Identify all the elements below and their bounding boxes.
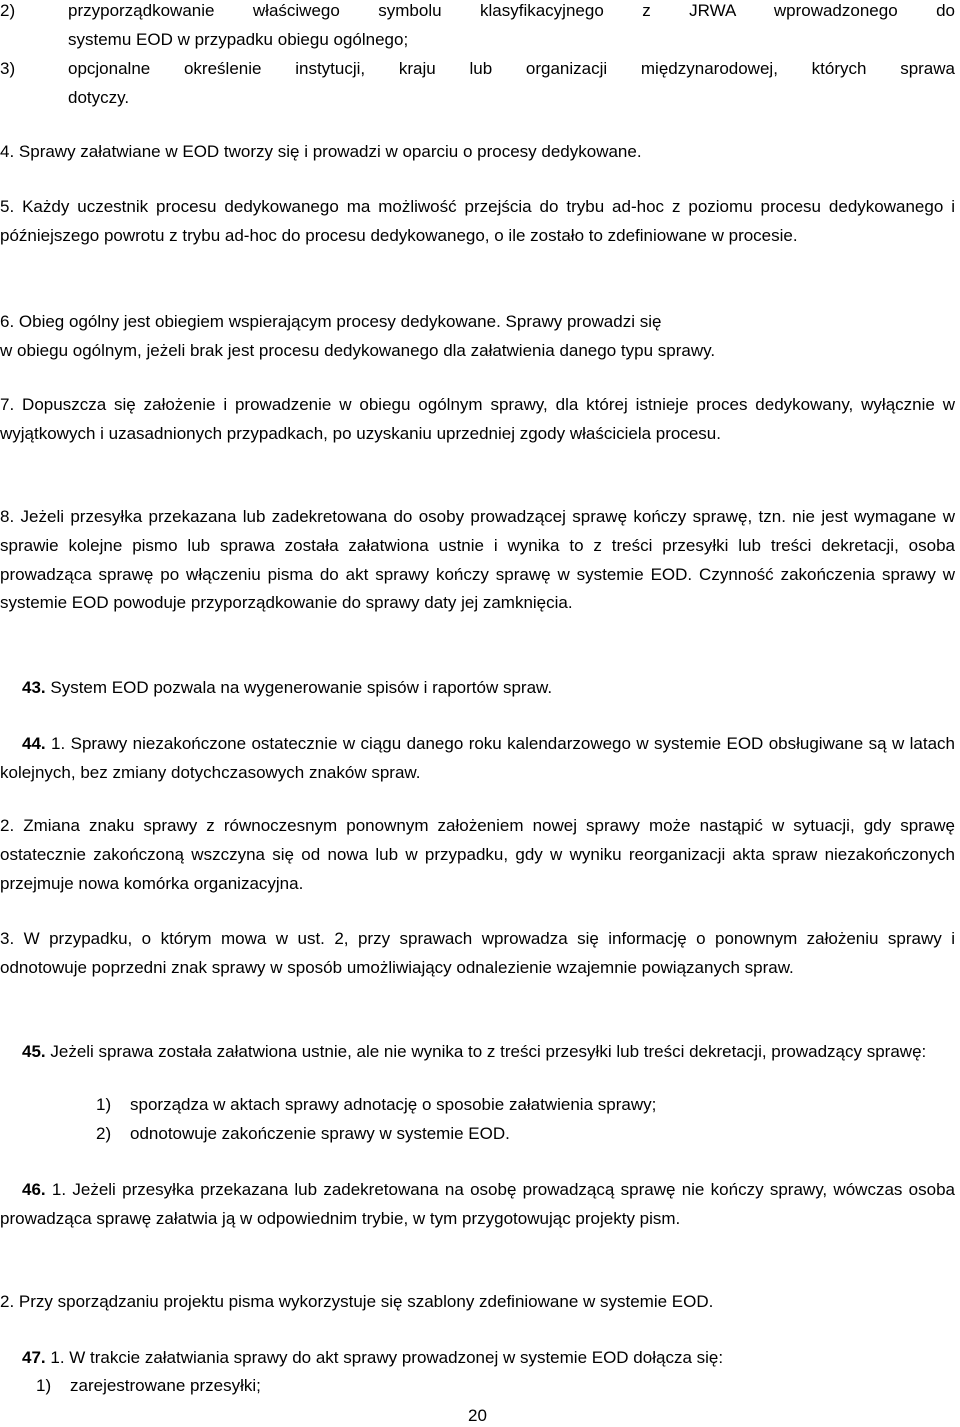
section-47 [22, 1344, 723, 1373]
list-item [96, 1091, 656, 1120]
list-item-text: dotyczy. [68, 88, 130, 107]
paragraph-8: 8. Jeżeli przesyłka przekazana lub zadekretowana do osoby prowadzącej sprawę kończy sprawę, tzn. nie jest wymagane w sprawie kolejne pismo lub sprawa została załatwiona ustnie i wynika to z treści przesyłki lub treści dekretacji, osoba prowadząca sprawę po włączeniu pisma do akt sprawy kończy sprawę w systemie EOD. Czynność zakończenia sprawy w systemie EOD powoduje przyporządkowanie do sprawy daty jej zamknięcia. [0, 507, 955, 613]
list-item [36, 1372, 261, 1401]
paragraph-6-line-2 [0, 337, 715, 366]
section-text: 1. Sprawy niezakończone ostatecznie w ciągu danego roku kalendarzowego w systemie EOD obsługiwane są w latach kolejnych, bez zmiany dotychczasowych znaków spraw. [0, 734, 955, 782]
list-item-text: sporządza w aktach sprawy adnotację o sposobie załatwienia sprawy; [130, 1095, 657, 1114]
list-item-text: odnotowuje zakończenie sprawy w systemie EOD. [130, 1124, 510, 1143]
paragraph-6-line-1 [0, 308, 661, 337]
list-item [96, 1120, 510, 1149]
section-text: 1. Jeżeli przesyłka przekazana lub zadekretowana na osobę prowadzącą sprawę nie kończy sprawy, wówczas osoba prowadząca sprawę załatwia ją w odpowiednim trybie, w tym przygotowując projekty pism. [0, 1180, 955, 1228]
paragraph-text: 2. Przy sporządzaniu projektu pisma wykorzystuje się szablony zdefiniowane w systemie EOD. [0, 1292, 714, 1311]
paragraph-5: 5. Każdy uczestnik procesu dedykowanego ma możliwość przejścia do trybu ad-hoc z poziomu procesu dedykowanego i późniejszego powrotu z trybu ad-hoc do procesu dedykowanego, o ile zostało to zdefiniowane w procesie. [0, 197, 955, 245]
page-number: 20 [468, 1406, 487, 1425]
section-44 [0, 730, 955, 788]
list-number: 1) [96, 1095, 112, 1114]
section-45 [0, 1038, 955, 1067]
section-number: 44. [22, 734, 46, 753]
list-item-text: zarejestrowane przesyłki; [70, 1376, 261, 1395]
paragraph-4 [0, 138, 642, 167]
list-number: 1) [36, 1376, 52, 1395]
section-44-paragraph-3: 3. W przypadku, o którym mowa w ust. 2, przy sprawach wprowadza się informację o ponownym założeniu sprawy i odnotowuje poprzedni znak sprawy w sposób umożliwiający odnalezienie wzajemnie powiązanych spraw. [0, 929, 955, 977]
section-number: 45. [22, 1042, 46, 1061]
list-item-text: systemu EOD w przypadku obiegu ogólnego; [68, 30, 409, 49]
list-item-text: opcjonalne określenie instytucji, kraju lub organizacji międzynarodowej, których sprawa [68, 59, 955, 78]
section-46-paragraph-2 [0, 1288, 713, 1317]
list-number: 2) [96, 1124, 112, 1143]
list-item [68, 0, 955, 26]
section-44-paragraph-2: 2. Zmiana znaku sprawy z równoczesnym ponownym założeniem nowej sprawy może nastąpić w sytuacji, gdy sprawę ostatecznie zakończoną wszczyna się od nowa lub w przypadku, gdy w wyniku reorganizacji akta spraw niezakończonych przejmuje nowa komórka organizacyjna. [0, 816, 955, 893]
list-item-continuation [68, 26, 408, 55]
list-item-num [0, 55, 15, 84]
section-number: 46. [22, 1180, 46, 1199]
section-text: Jeżeli sprawa została załatwiona ustnie, ale nie wynika to z treści przesyłki lub treści dekretacji, prowadzący sprawę: [45, 1042, 927, 1061]
list-item-text: przyporządkowanie właściwego symbolu klasyfikacyjnego z JRWA wprowadzonego do [68, 1, 955, 20]
section-number: 43. [22, 678, 46, 697]
list-number: 2) [0, 1, 16, 20]
list-item-num [0, 0, 15, 26]
paragraph-text: w obiegu ogólnym, jeżeli brak jest procesu dedykowanego dla załatwienia danego typu sprawy. [0, 341, 716, 360]
paragraph-7: 7. Dopuszcza się założenie i prowadzenie w obiegu ogólnym sprawy, dla której istnieje proces dedykowany, wyłącznie w wyjątkowych i uzasadnionych przypadkach, po uzyskaniu uprzedniej zgody właściciela procesu. [0, 395, 955, 443]
section-text: 1. W trakcie załatwiania sprawy do akt sprawy prowadzonej w systemie EOD dołącza się: [45, 1348, 724, 1367]
paragraph-text: 6. Obieg ogólny jest obiegiem wspierającym procesy dedykowane. Sprawy prowadzi się [0, 312, 662, 331]
section-number: 47. [22, 1348, 46, 1367]
section-text: System EOD pozwala na wygenerowanie spisów i raportów spraw. [45, 678, 553, 697]
section-46 [0, 1176, 955, 1234]
section-43 [0, 674, 955, 703]
paragraph-text: 4. Sprawy załatwiane w EOD tworzy się i prowadzi w oparciu o procesy dedykowane. [0, 142, 642, 161]
list-item [68, 55, 955, 84]
list-item-continuation [68, 84, 129, 113]
list-number: 3) [0, 59, 16, 78]
